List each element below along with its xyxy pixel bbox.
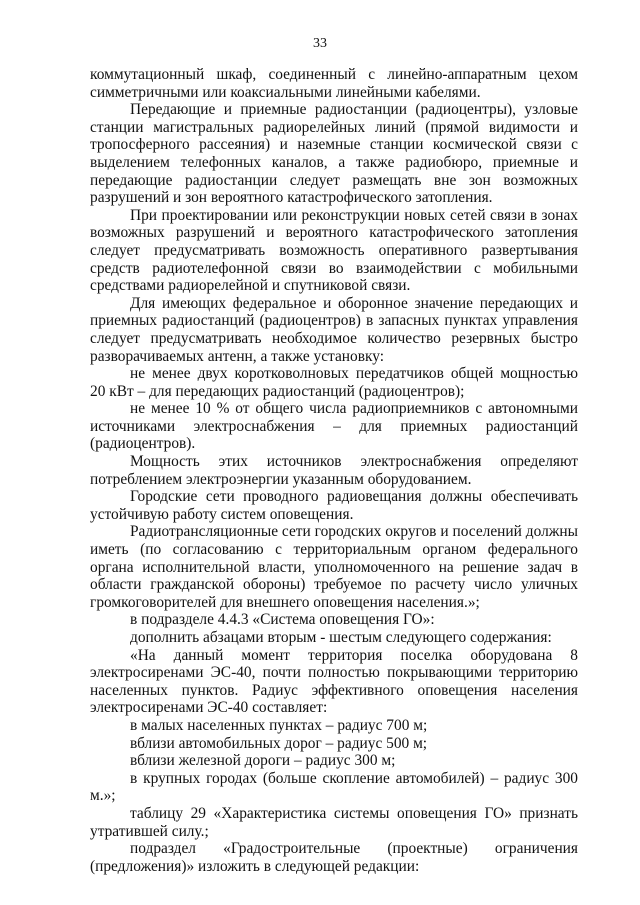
document-body <box>90 66 578 875</box>
paragraph: «На данный момент территория поселка оборудована 8 электросиренами ЭС-40, почти полностью покрывающими территорию населенных пунктов. Радиус эффективного оповещения населения электросиренами ЭС-40 составляет: <box>90 646 578 717</box>
paragraph: Мощность этих источников электроснабжения определяют потреблением электроэнергии указанным оборудованием. <box>90 453 578 488</box>
paragraph: не менее 10 % от общего числа радиоприемников с автономными источниками электроснабжения – для приемных радиостанций (радиоцентров). <box>90 400 578 453</box>
paragraph: Для имеющих федеральное и оборонное значение передающих и приемных радиостанций (радиоцентров) в запасных пунктах управления следует предусматривать необходимое количество резервных быстро разворачиваемых антенн, а также установку: <box>90 294 578 365</box>
paragraph: дополнить абзацами вторым - шестым следующего содержания: <box>130 629 552 646</box>
paragraph: вблизи автомобильных дорог – радиус 500 м; <box>130 734 428 752</box>
paragraph: Передающие и приемные радиостанции (радиоцентры), узловые станции магистральных радиорелейных линий (прямой видимости и тропосферного рассеяния) и наземные станции космической связи с выделением телефонных каналов, а также радиобюро, приемные и передающие радиостанции следует размещать вне зон возможных разрушений и зон вероятного катастрофического затопления. <box>90 101 578 207</box>
page-number: 33 <box>313 36 327 51</box>
paragraph: вблизи железной дороги – радиус 300 м; <box>130 752 396 770</box>
paragraph: подраздел «Градостроительные (проектные) ограничения (предложения)» изложить в следующей редакции: <box>90 840 578 875</box>
paragraph: Радиотрансляционные сети городских округов и поселений должны иметь (по согласованию с территориальным органом федерального органа исполнительной власти, уполномоченного на решение задач в области гражданской обороны) требуемое по расчету число уличных громкоговорителей для внешнего оповещения населения.»; <box>90 523 578 611</box>
paragraph: таблицу 29 «Характеристика системы оповещения ГО» признать утратившей силу.; <box>90 804 578 840</box>
paragraph: коммутационный шкаф, соединенный с линейно-аппаратным цехом симметричными или коаксиальными линейными кабелями. <box>90 66 578 101</box>
paragraph: не менее двух коротковолновых передатчиков общей мощностью 20 кВт – для передающих радиостанций (радиоцентров); <box>90 365 578 400</box>
paragraph: в крупных городах (больше скопление автомобилей) – радиус 300 м.»; <box>90 769 578 805</box>
paragraph: в малых населенных пунктах – радиус 700 м; <box>130 716 428 734</box>
paragraph: Городские сети проводного радиовещания должны обеспечивать устойчивую работу систем оповещения. <box>90 488 578 523</box>
paragraph: в подразделе 4.4.3 «Система оповещения ГО»: <box>130 611 435 629</box>
paragraph: При проектировании или реконструкции новых сетей связи в зонах возможных разрушений и вероятного катастрофического затопления следует предусматривать возможность оперативного развертывания средств радиотелефонной связи во взаимодействии с мобильными средствами радиорелейной и спутниковой связи. <box>90 206 578 295</box>
